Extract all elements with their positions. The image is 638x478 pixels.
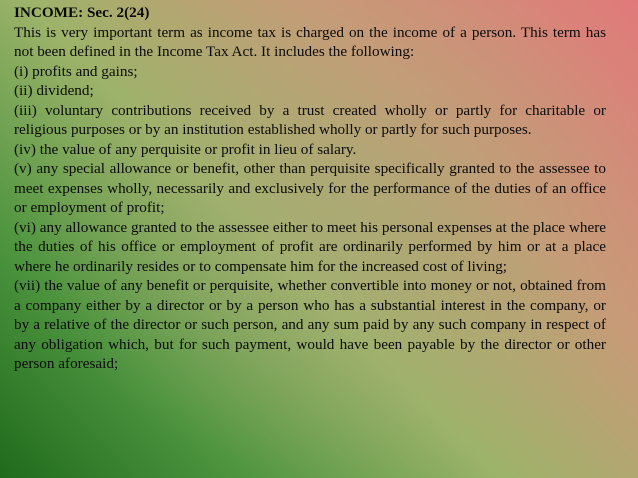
slide-heading: INCOME: Sec. 2(24) (14, 4, 150, 21)
list-item-vi: (vi) any allowance granted to the assessee either to meet his personal expenses at the place where the duties of his office or employment of profit are ordinarily performed by him or at a place where he ordinarily resides or to compensate him for the increased cost of living; (14, 218, 606, 275)
list-item-v: (v) any special allowance or benefit, other than perquisite specifically granted to the assessee to meet expenses wholly, necessarily and exclusively for the performance of the duties of an office or employment of profit; (14, 160, 606, 216)
list-item-ii: (ii) dividend; (14, 82, 94, 99)
list-item-iv: (iv) the value of any perquisite or profit in lieu of salary. (14, 140, 357, 158)
intro-paragraph: This is very important term as income tax is charged on the income of a person. This term has not been defined in the Income Tax Act. It includes the following: (14, 23, 606, 60)
list-item-vii: (vii) the value of any benefit or perquisite, whether convertible into money or not, obtained from a company either by a director or by a person who has a substantial interest in the company, or by a relative of the director or such person, and any sum paid by any such company in respect of any obligation which, but for such payment, would have been payable by the director or other person aforesaid; (14, 277, 606, 372)
list-item-i: (i) profits and gains; (14, 62, 138, 80)
list-item-iii: (iii) voluntary contributions received by a trust created wholly or partly for charitable or religious purposes or by an institution established wholly or partly for such purposes. (14, 101, 606, 138)
slide-content (14, 3, 606, 374)
